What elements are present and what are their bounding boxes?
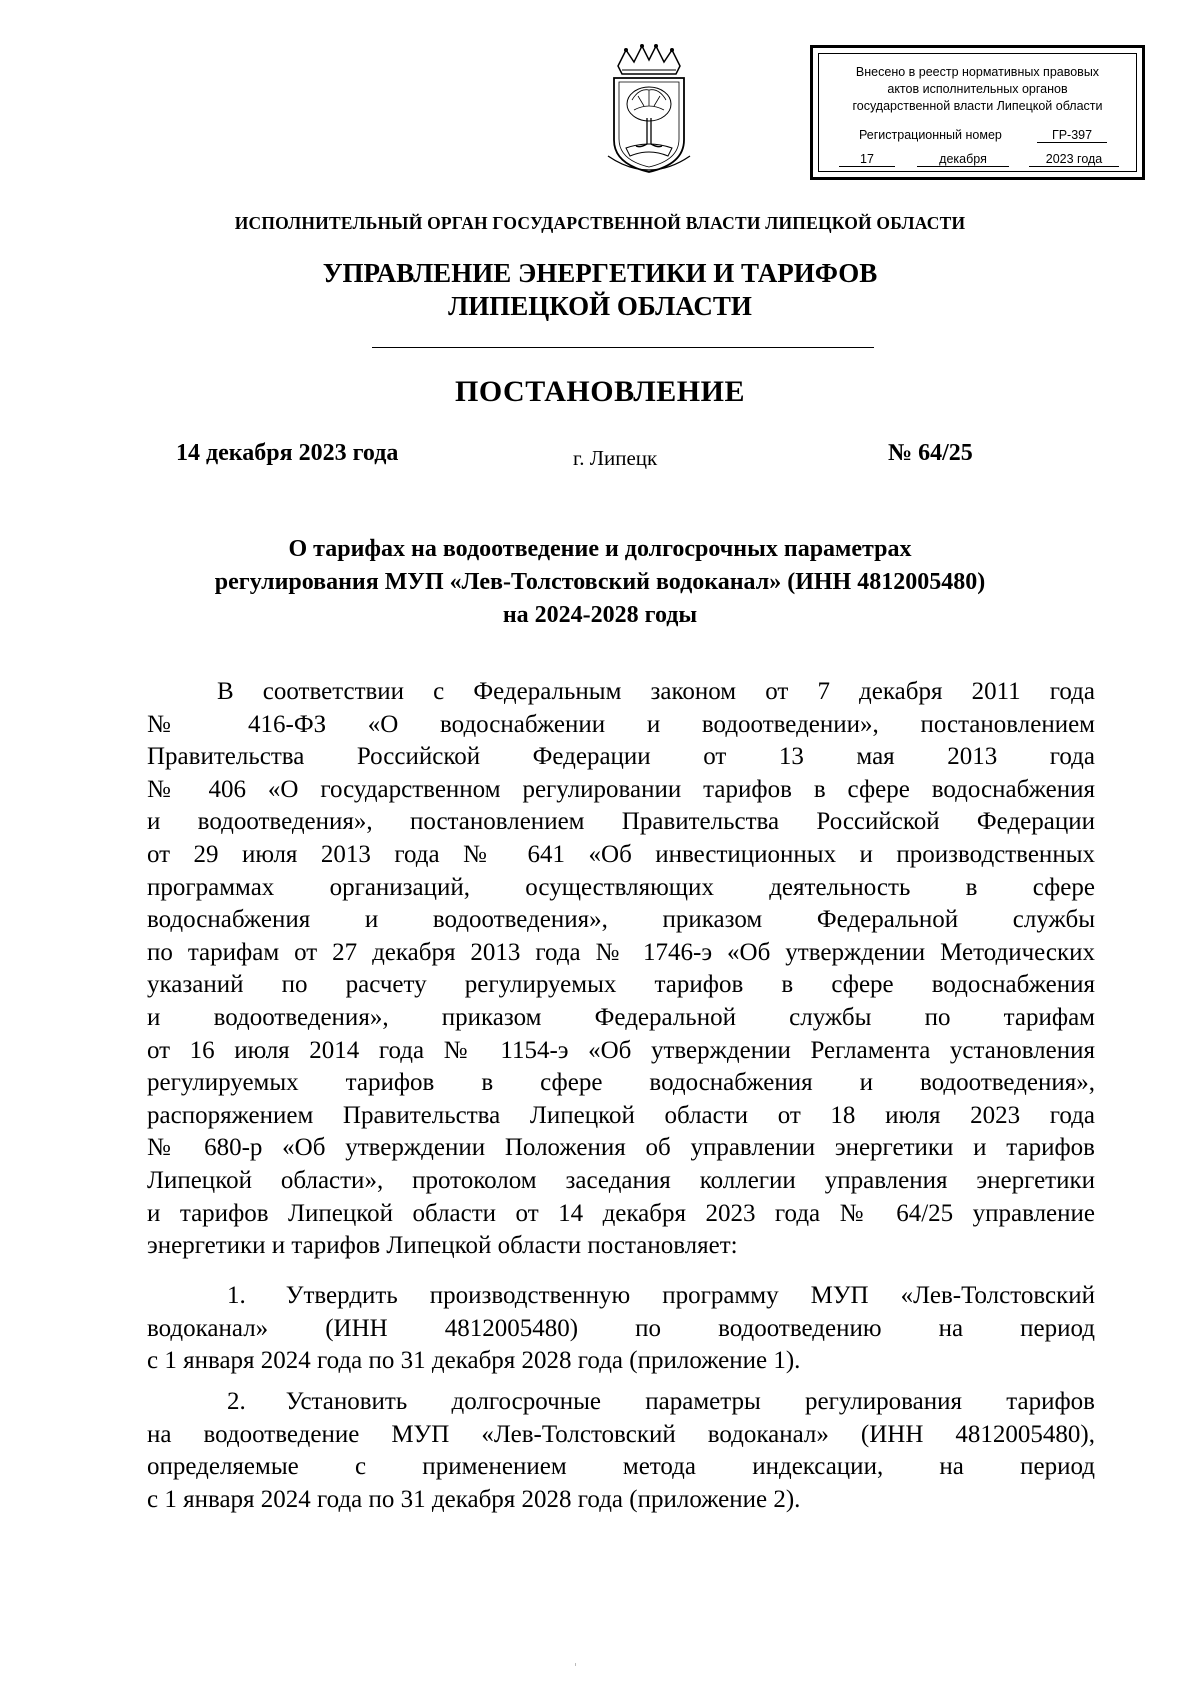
preamble-line: регулируемых тарифов в сфере водоснабжения и водоотведения», (147, 1069, 1095, 1097)
preamble-line: от 16 июля 2014 года № 1154-э «Об утверждении Регламента установления (147, 1036, 1095, 1064)
stamp-line-1: Внесено в реестр нормативных правовых (855, 65, 1100, 79)
preamble-line: № 680-р «Об утверждении Положения об управлении энергетики и тарифов (147, 1134, 1095, 1162)
department-name-line-2: ЛИПЕЦКОЙ ОБЛАСТИ (448, 291, 752, 321)
document-title-line-3: на 2024-2028 годы (502, 602, 698, 628)
clause-line: водоканал» (ИНН 4812005480) по водоотведению на период (147, 1314, 1095, 1342)
preamble-line: Липецкой области», протоколом заседания коллегии управления энергетики (147, 1166, 1095, 1194)
clause-line: с 1 января 2024 года по 31 декабря 2028 года (приложение 1). (147, 1347, 801, 1375)
clause-1-number: 1. (227, 1282, 246, 1309)
stamp-line-3: государственной власти Липецкой области (852, 99, 1103, 113)
document-date: 14 декабря 2023 года (176, 440, 399, 466)
preamble-line: и водоотведения», постановлением Правительства Российской Федерации (147, 808, 1095, 836)
clause-line: с 1 января 2024 года по 31 декабря 2028 года (приложение 2). (147, 1485, 801, 1513)
clause-2 (147, 1386, 1095, 1516)
header-divider (372, 347, 874, 348)
preamble-line: и тарифов Липецкой области от 14 декабря 2023 года № 64/25 управление (147, 1199, 1095, 1227)
scan-speck (575, 1663, 576, 1666)
clause-line: на водоотведение МУП «Лев-Толстовский водоканал» (ИНН 4812005480), (147, 1420, 1095, 1448)
preamble-line: водоснабжения и водоотведения», приказом Федеральной службы (147, 906, 1095, 934)
coat-of-arms-icon (604, 44, 694, 180)
clause-1 (147, 1280, 1095, 1378)
clause-line: 2. Установить долгосрочные параметры регулирования тарифов (227, 1388, 1095, 1415)
stamp-reg-label: Регистрационный номер (859, 128, 1002, 142)
stamp-day: 17 (839, 152, 895, 167)
department-name-line-1: УПРАВЛЕНИЕ ЭНЕРГЕТИКИ И ТАРИФОВ (322, 258, 878, 288)
document-title-line-2: регулирования МУП «Лев-Толстовский водоканал» (ИНН 4812005480) (214, 569, 986, 595)
clause-2-number: 2. (227, 1388, 246, 1415)
preamble-line: распоряжением Правительства Липецкой области от 18 июля 2023 года (147, 1101, 1095, 1129)
registry-stamp (810, 45, 1145, 180)
document-number: № 64/25 (888, 440, 973, 466)
document-title-line-1: О тарифах на водоотведение и долгосрочных параметрах (288, 536, 912, 562)
preamble-line: указаний по расчету регулируемых тарифов в сфере водоснабжения (147, 971, 1095, 999)
stamp-year: 2023 года (1029, 152, 1119, 167)
preamble-line: от 29 июля 2013 года № 641 «Об инвестиционных и производственных (147, 840, 1095, 868)
clause-line: 1. Утвердить производственную программу МУП «Лев-Толстовский (227, 1282, 1095, 1309)
organization-name: ИСПОЛНИТЕЛЬНЫЙ ОРГАН ГОСУДАРСТВЕННОЙ ВЛАСТИ ЛИПЕЦКОЙ ОБЛАСТИ (234, 213, 966, 233)
preamble-line: № 416-ФЗ «О водоснабжении и водоотведении», постановлением (147, 710, 1095, 738)
clause-line: определяемые с применением метода индексации, на период (147, 1453, 1095, 1481)
stamp-month: декабря (917, 152, 1009, 167)
document-city: г. Липецк (573, 446, 658, 470)
preamble-line: В соответствии с Федеральным законом от 7 декабря 2011 года (217, 678, 1095, 705)
stamp-line-2: актов исполнительных органов (887, 82, 1068, 96)
preamble-line: по тарифам от 27 декабря 2013 года № 1746-э «Об утверждении Методических (147, 938, 1095, 966)
preamble-line: энергетики и тарифов Липецкой области постановляет: (147, 1232, 738, 1260)
preamble-line: № 406 «О государственном регулировании тарифов в сфере водоснабжения (147, 775, 1095, 803)
preamble-line: программах организаций, осуществляющих деятельность в сфере (147, 873, 1095, 901)
stamp-reg-number: ГР-397 (1037, 128, 1107, 143)
preamble-line: и водоотведения», приказом Федеральной службы по тарифам (147, 1003, 1095, 1031)
preamble-paragraph (147, 676, 1095, 1263)
preamble-line: Правительства Российской Федерации от 13 мая 2013 года (147, 743, 1095, 771)
document-type: ПОСТАНОВЛЕНИЕ (455, 375, 745, 408)
